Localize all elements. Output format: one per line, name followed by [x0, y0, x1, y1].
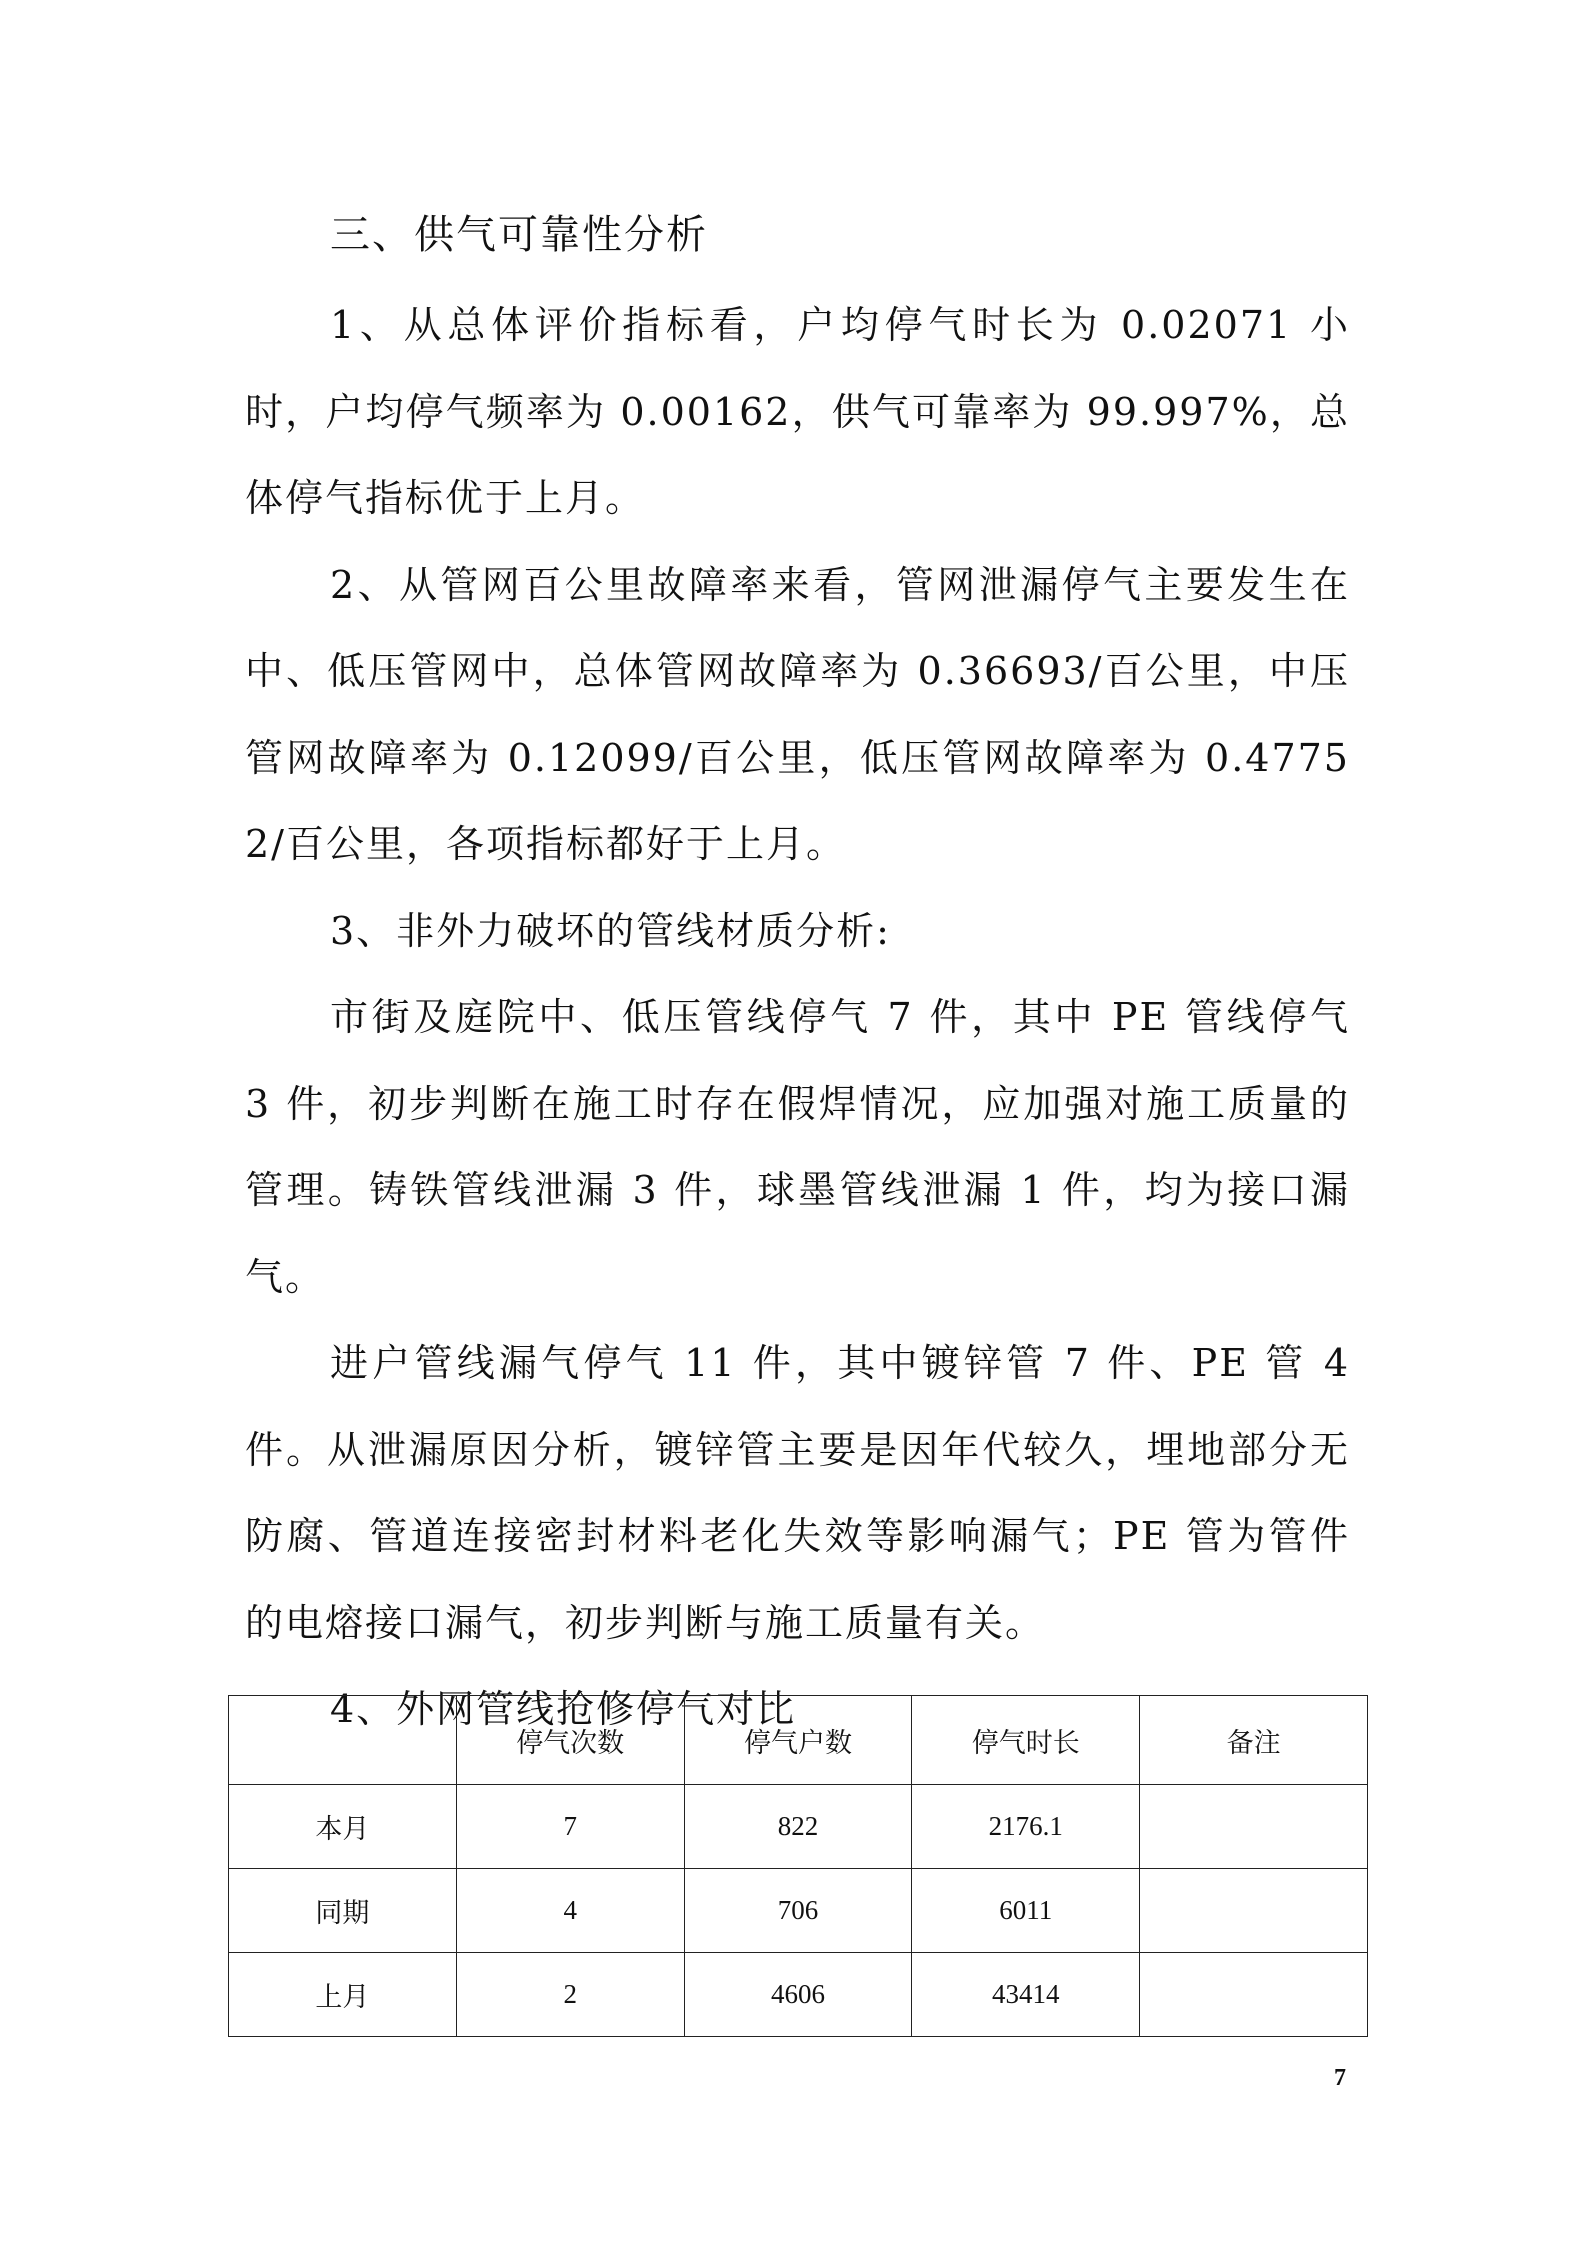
table-cell: 7: [456, 1785, 684, 1869]
table-header-cell: [229, 1696, 457, 1785]
table-cell: [1140, 1869, 1368, 1953]
table-header-cell: 停气户数: [684, 1696, 912, 1785]
page-number: 7: [1334, 2065, 1346, 2091]
table-header-cell: 备注: [1140, 1696, 1368, 1785]
paragraph-material-analysis-title: 3、非外力破坏的管线材质分析:: [330, 908, 891, 953]
table-header-cell: 停气时长: [912, 1696, 1140, 1785]
table-cell: [1140, 1785, 1368, 1869]
table-row: [229, 1953, 1368, 2037]
table-cell: 822: [684, 1785, 912, 1869]
table-cell: 6011: [912, 1869, 1140, 1953]
table-row: [229, 1785, 1368, 1869]
table-cell: 4: [456, 1869, 684, 1953]
paragraph-household-pipelines: 进户管线漏气停气 11 件，其中镀锌管 7 件、PE 管 4 件。从泄漏原因分析，镀锌管主要是因年代较久，埋地部分无防腐、管道连接密封材料老化失效等影响漏气；PE 管为管件的电熔接口漏气，初步判断与施工质量有关。: [245, 1341, 1350, 1645]
row-label: 上月: [229, 1953, 457, 2037]
outage-comparison-table: [228, 1695, 1368, 2037]
table-cell: 2176.1: [912, 1785, 1140, 1869]
document-body: [245, 282, 1350, 1753]
paragraph-table-title: 4、外网管线抢修停气对比: [330, 1687, 797, 1731]
table-cell: [1140, 1953, 1368, 2037]
row-label: 本月: [229, 1785, 457, 1869]
table-cell: 43414: [912, 1953, 1140, 2037]
paragraph-overall-indicators: 1、从总体评价指标看，户均停气时长为 0.02071 小时，户均停气频率为 0.00162，供气可靠率为 99.997%，总体停气指标优于上月。: [245, 303, 1350, 520]
table-cell: 706: [684, 1869, 912, 1953]
section-heading: 三、供气可靠性分析: [330, 212, 708, 258]
table-cell: 2: [456, 1953, 684, 2037]
paragraph-network-failure-rate: 2、从管网百公里故障率来看，管网泄漏停气主要发生在中、低压管网中，总体管网故障率为 0.36693/百公里，中压管网故障率为 0.12099/百公里，低压管网故障率为 0.47752/百公里，各项指标都好于上月。: [245, 562, 1350, 866]
table-cell: 4606: [684, 1953, 912, 2037]
table-header-row: [229, 1696, 1368, 1785]
table-header-cell: 停气次数: [456, 1696, 684, 1785]
table-row: [229, 1869, 1368, 1953]
row-label: 同期: [229, 1869, 457, 1953]
paragraph-street-pipelines: 市街及庭院中、低压管线停气 7 件，其中 PE 管线停气 3 件，初步判断在施工时存在假焊情况，应加强对施工质量的管理。铸铁管线泄漏 3 件，球墨管线泄漏 1 件，均为接口漏气。: [245, 995, 1350, 1299]
